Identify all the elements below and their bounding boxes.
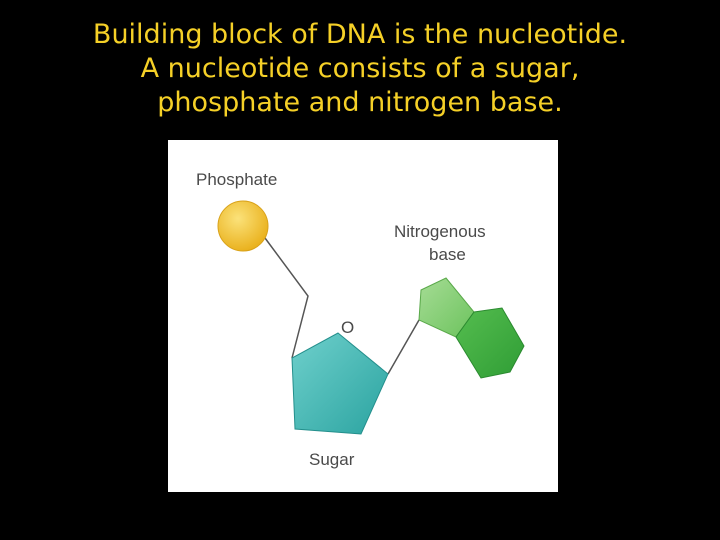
slide-title-line-1: Building block of DNA is the nucleotide. [92,19,628,50]
nucleotide-svg [168,140,558,492]
slide-title-line-2: A nucleotide consists of a sugar, [140,53,580,84]
nitrogenous-base-label-line-2: base [429,245,466,264]
nucleotide-diagram [168,140,558,492]
oxygen-label: O [341,318,355,337]
phosphate-circle [218,201,268,251]
slide-title [0,18,720,120]
phosphate-label: Phosphate [196,170,278,189]
phosphate-bond-line [265,238,308,358]
nitrogenous-base-label-line-1: Nitrogenous [394,222,486,241]
slide-title-line-3: phosphate and nitrogen base. [157,87,563,118]
sugar-pentagon [292,333,388,434]
sugar-base-bond-line [388,320,419,374]
sugar-label: Sugar [309,450,355,469]
